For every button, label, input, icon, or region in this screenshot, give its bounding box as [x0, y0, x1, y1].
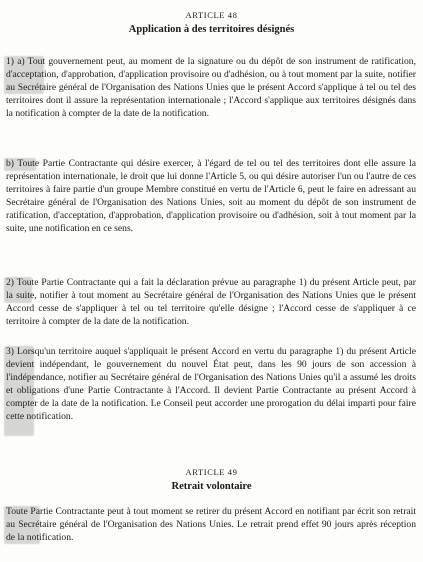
article-48-paragraph-1a: 1) a) Tout gouvernement peut, au moment de la signature ou du dépôt de son instrument de ratification, d'acceptation, d'approbation, d'application provisoire ou d'adhésion, ou à tout moment par la suite, notifier au Secrétaire général de l'Organisation des Nations Unies que le présent Accord s'applique à tel ou tel des territoires dont il assure la représentation internationale ; l'Accord s'applique aux territoires désignés dans la notification à compter de la date de la notification. [6, 56, 416, 119]
article-48-number: ARTICLE 48 [185, 10, 238, 20]
scan-smudge [4, 158, 36, 171]
article-49-title: Retrait volontaire [171, 481, 252, 492]
scan-smudge [4, 56, 44, 94]
scan-smudge [4, 346, 34, 436]
article-48-paragraph-1b: b) Toute Partie Contractante qui désire exercer, à l'égard de tel ou tel des territoires dont elle assure la représentation internationale, le droit que lui donne l'Article 5, ou qui désire autoriser l'un ou l'autre de ces territoires à faire partie d'un groupe Membre constitué en vertu de l'Article 6, peut le faire en adressant au Secrétaire général de l'Organisation des Nations Unies, soit au moment du dépôt de son instrument de ratification, d'acceptation, d'approbation, d'application provisoire ou d'adhésion, soit à tout moment par la suite, une notification en ce sens. [6, 158, 416, 234]
article-49-paragraph: Toute Partie Contractante peut à tout moment se retirer du présent Accord en notifiant par écrit son retrait au Secrétaire général de l'Organisation des Nations Unies. Le retrait prend effet 90 jours après réception de la notification. [6, 506, 416, 543]
scan-smudge [4, 277, 32, 303]
scan-smudge [4, 506, 40, 544]
article-48-title: Application à des territoires désignés [128, 24, 295, 35]
article-49-number: ARTICLE 49 [185, 467, 238, 477]
article-48-paragraph-3: 3) Lorsqu'un territoire auquel s'appliquait le présent Accord en vertu du paragraphe 1) du présent Article devient indépendant, le gouvernement du nouvel État peut, dans les 90 jours de son accession à l'indépendance, notifier au Secrétaire général de l'Organisation des Nations Unies qu'il a assumé les droits et obligations d'une Partie Contractante à l'Accord. Il devient Partie Contractante au présent Accord à compter de la date de la notification. Le Conseil peut accorder une prorogation du délai imparti pour faire cette notification. [6, 346, 416, 422]
article-48-paragraph-2: 2) Toute Partie Contractante qui a fait la déclaration prévue au paragraphe 1) du présent Article peut, par la suite, notifier à tout moment au Secrétaire général de l'Organisation des Nations Unies que le présent Accord cesse de s'appliquer à tel ou tel territoire qu'elle désigne ; l'Accord cesse de s'appliquer à ce territoire à compter de la date de la notification. [6, 277, 416, 327]
